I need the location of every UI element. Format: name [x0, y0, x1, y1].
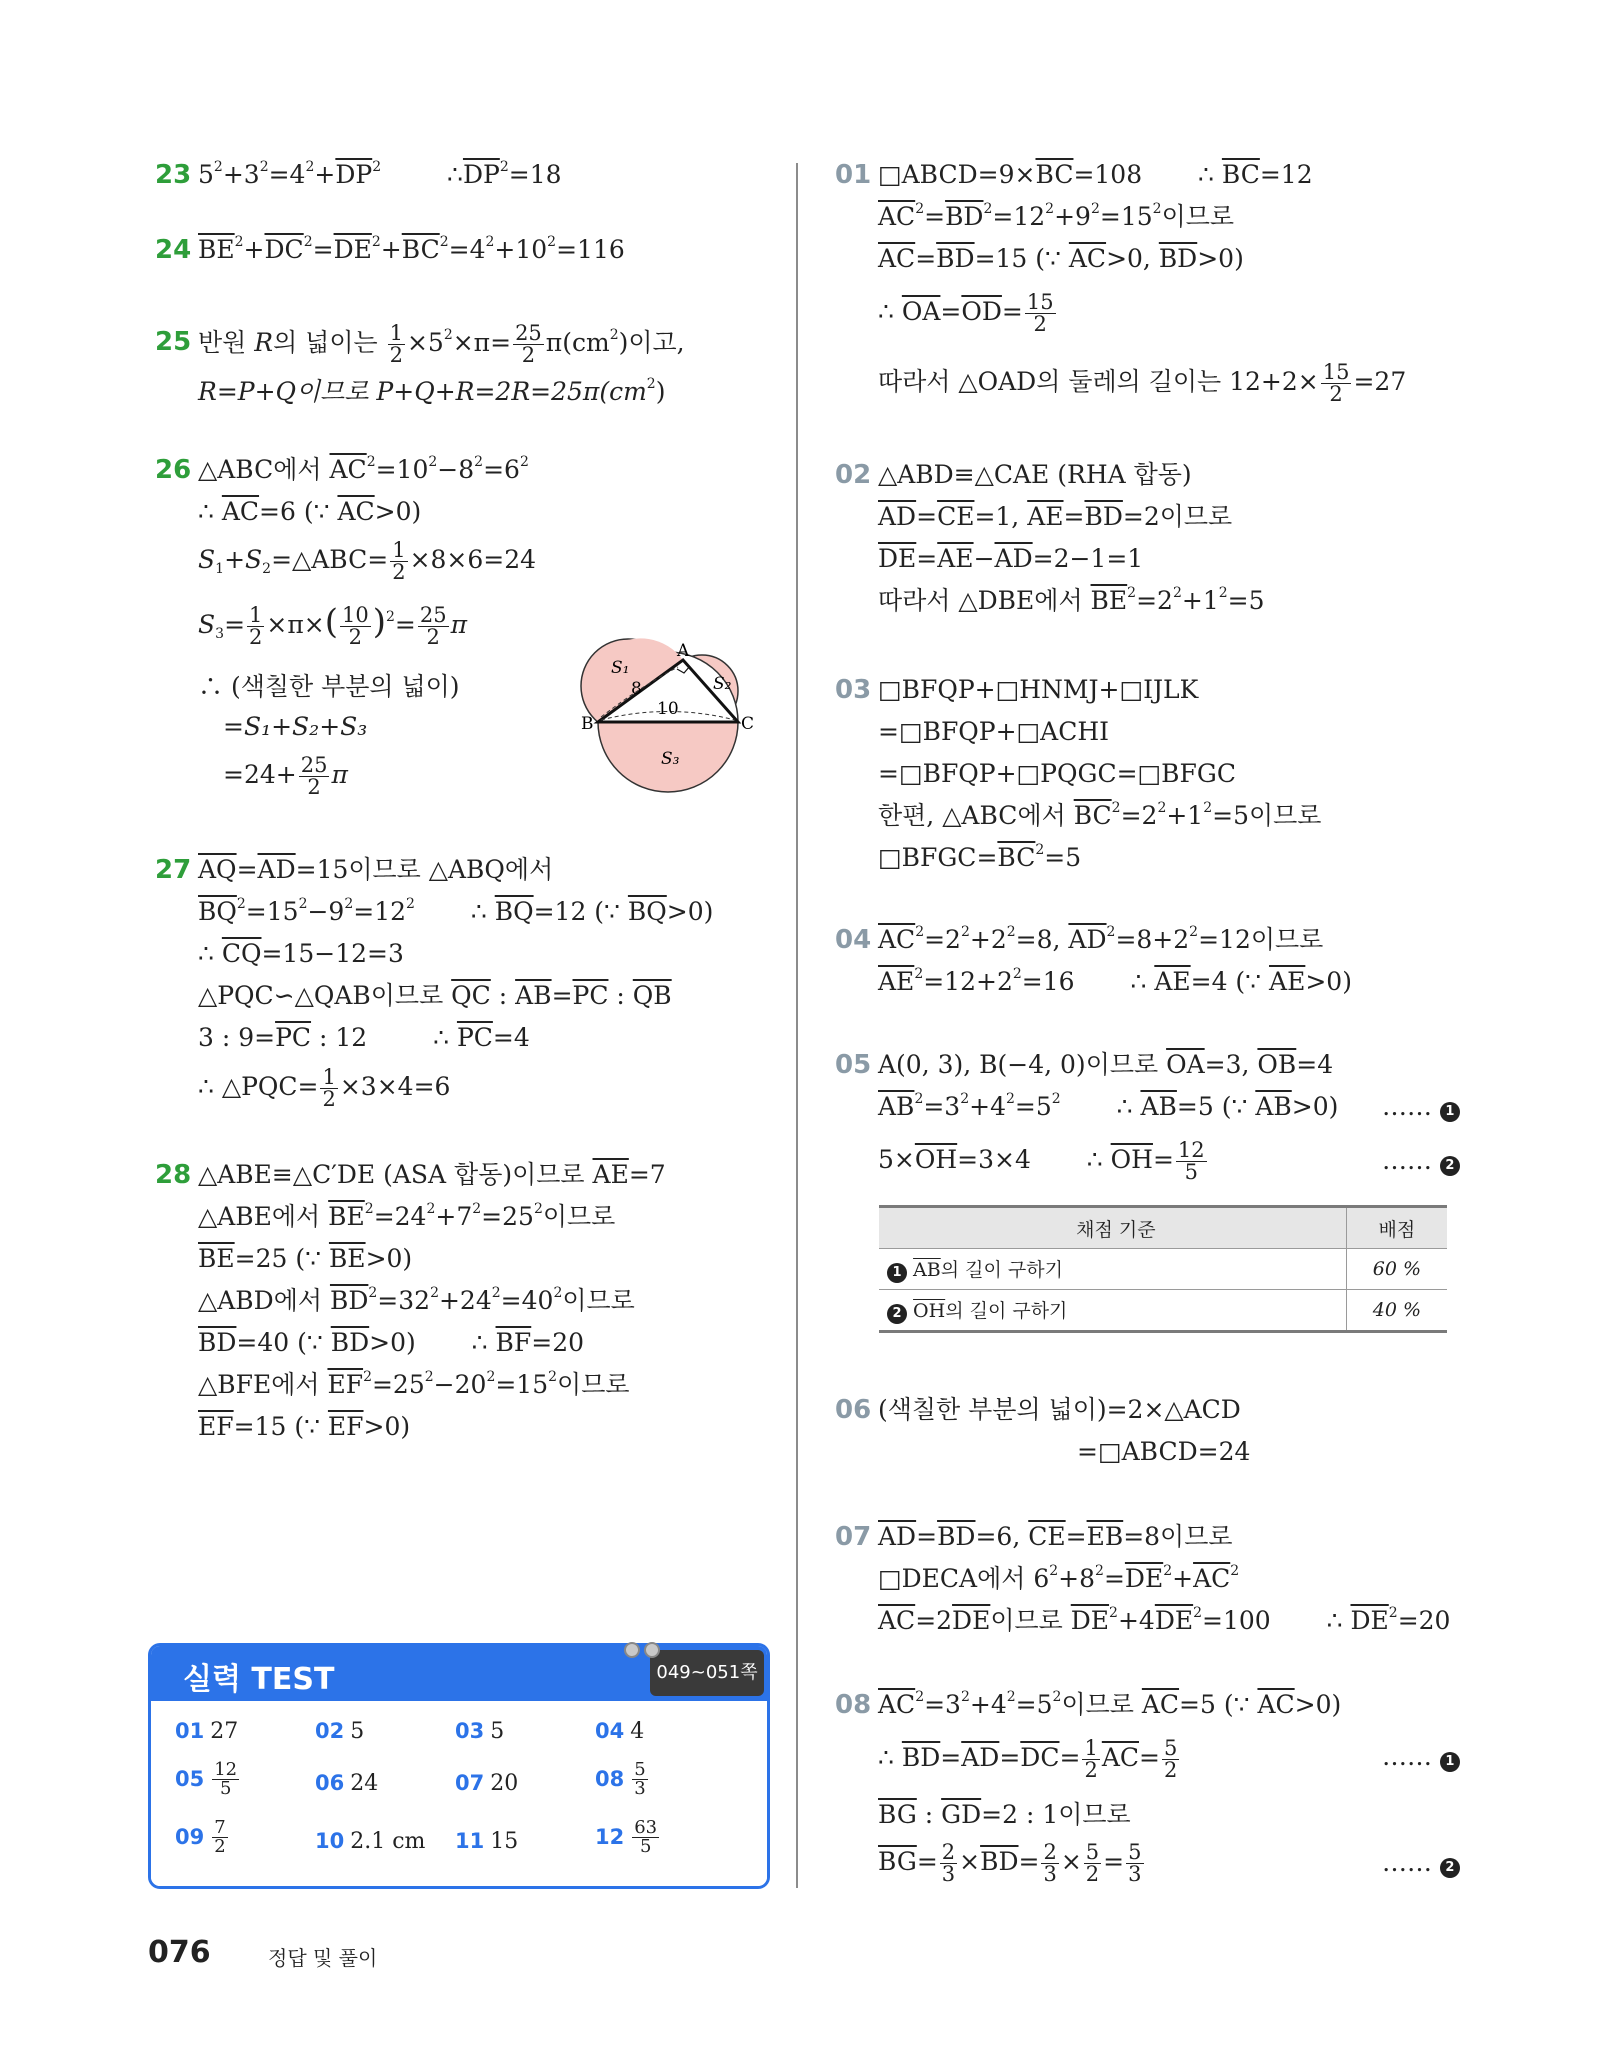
problem-number: 03 [835, 675, 872, 705]
answer-item: 09 $\frac{7}{2}$ [175, 1817, 226, 1857]
solution-line: 3 : $9=\overline{PC}$ : 12 ∴ $\overline{PC}=4$ [198, 1023, 530, 1052]
answer-item: 08 $\frac{5}{3}$ [595, 1759, 646, 1799]
step-marker-2: …… 2 [1382, 1846, 1460, 1880]
solution-line: $5^2+3^2=4^2+\overline{DP}^2$ $\therefore\overline{DP}^2=18$ [198, 159, 562, 189]
label-c: C [741, 714, 755, 734]
solution-line: 따라서 △OAD의 둘레의 길이는 12+2× $\frac{15}{2}$ =27 [878, 360, 1407, 406]
label-8: 8 [631, 679, 642, 699]
solution-line: △PQC∽△QAB이므로 $\overline{QC}$ : $\overline{AB}=\overline{PC}$ : $\overline{QB}$ [198, 981, 672, 1010]
problem-number: 06 [835, 1395, 872, 1425]
label-b: B [581, 714, 594, 734]
solution-line: △ABD≡△CAE (RHA 합동) [878, 460, 1192, 489]
solution-line: $\overline{BD}=40$ (∵ $\overline{BD}>0$) ∴ $\overline{BF}=20$ [198, 1328, 585, 1357]
step-marker-1: …… 1 [1382, 1740, 1460, 1774]
step-marker-2: …… 2 [1382, 1144, 1460, 1178]
clip-icon [624, 1642, 640, 1658]
problem-number: 23 [155, 160, 192, 190]
label-s2: S₂ [713, 674, 732, 694]
solution-line: $\overline{BG}=$ $\frac{2}{3}$ $\times\overline{BD}=$ $\frac{2}{3}$ × $\frac{5}{2}$ = $\frac{5}{3}$ [878, 1840, 1142, 1886]
answer-item: 10 2.1 cm [315, 1829, 426, 1854]
answer-item: 01 27 [175, 1719, 239, 1744]
problem-number: 01 [835, 160, 872, 190]
solution-line: =S₁+S₂+S₃ [223, 712, 368, 741]
solution-line: $\overline{EF}=15$ (∵ $\overline{EF}>0$) [198, 1412, 411, 1441]
solution-line: $\overline{AD}=\overline{BD}=6$, $\overline{CE}=\overline{EB}=8$이므로 [878, 1522, 1233, 1551]
solution-line: $5\times\overline{OH}=3\times 4$ ∴ $\overline{OH}=$ $\frac{12}{5}$ [878, 1138, 1205, 1184]
solution-line: 따라서 △DBE에서 $\overline{BE}^2=2^2+1^2=5$ [878, 585, 1265, 615]
grading-criterion: 2 $\overline{OH}$의 길이 구하기 [879, 1290, 1346, 1332]
solution-line: △ABD에서 $\overline{BD}^2=32^2+24^2=40^2$이므로 [198, 1285, 635, 1315]
problem-number: 26 [155, 455, 192, 485]
label-s3: S₃ [661, 749, 680, 769]
solution-line: =□BFQP+□ACHI [878, 717, 1110, 746]
problem-number: 08 [835, 1690, 872, 1720]
solution-line: ∴ (색칠한 부분의 넓이) [198, 672, 460, 701]
solution-line: $\overline{BG}$ : $\overline{GD}=2$ : 1이므로 [878, 1800, 1131, 1829]
solution-line: 한편, △ABC에서 $\overline{BC}^2=2^2+1^2=5$이므로 [878, 800, 1322, 830]
step-marker-1: …… 1 [1382, 1090, 1460, 1124]
solution-line: □DECA에서 $6^2+8^2=\overline{DE}^2+\overline{AC}^2$ [878, 1563, 1240, 1593]
table-row [879, 1249, 1447, 1290]
label-a: A [677, 641, 690, 661]
grading-table [879, 1205, 1447, 1333]
solution-line: $\overline{AC}^2=3^2+4^2=5^2$이므로 $\overline{AC}=5$ (∵ $\overline{AC}>0$) [878, 1689, 1342, 1719]
solution-line: $□BFGC=\overline{BC}^2=5$ [878, 842, 1082, 872]
problem-number: 07 [835, 1522, 872, 1552]
solution-line: 반원 R의 넓이는 $\frac{1}{2}$ $\times 5^2\times\pi=$ $\frac{25}{2}$ $\pi(cm^2)$이고, [198, 321, 685, 367]
footer-label: 정답 및 풀이 [268, 1946, 378, 1970]
solution-line: $\overline{DE}=\overline{AE}-\overline{AD}=2-1=1$ [878, 544, 1144, 573]
solution-line: $\overline{AC}=\overline{BD}=15$ (∵ $\overline{AC}>0$, $\overline{BD}>0$) [878, 244, 1244, 273]
problem-number: 04 [835, 925, 872, 955]
solution-line: $\overline{AC}^2=2^2+2^2=8$, $\overline{AD}^2=8+2^2=12$이므로 [878, 924, 1324, 954]
solution-line: △ABE≡△C′DE (ASA 합동)이므로 $\overline{AE}=7$ [198, 1160, 666, 1189]
grading-points: 40 % [1346, 1290, 1447, 1332]
answer-item: 06 24 [315, 1771, 379, 1796]
solution-line: $\overline{AD}=\overline{CE}=1$, $\overline{AE}=\overline{BD}=2$이므로 [878, 502, 1233, 531]
answer-item: 03 5 [455, 1719, 505, 1744]
problem-number: 05 [835, 1050, 872, 1080]
problem-number: 24 [155, 235, 192, 265]
solution-line: $\overline{BE}^2+\overline{DC}^2=\overline{DE}^2+\overline{BC}^2=4^2+10^2=116$ [198, 234, 625, 264]
solution-line: △BFE에서 $\overline{EF}^2=25^2-20^2=15^2$이므로 [198, 1369, 630, 1399]
solution-line: =24+ $\frac{25}{2}$ π [223, 753, 348, 799]
skill-test-title: 실력 TEST [183, 1662, 335, 1697]
answer-item: 02 5 [315, 1719, 365, 1744]
problem-number: 28 [155, 1160, 192, 1190]
solution-line: ∴ $\overline{OA}=\overline{OD}=$ $\frac{15}{2}$ [878, 290, 1054, 336]
solution-line: $\overline{AB}^2=3^2+4^2=5^2$ ∴ $\overline{AB}=5$ (∵ $\overline{AB}>0$) [878, 1091, 1339, 1121]
solution-line: $S_3=$ $\frac{1}{2}$ ×π×( $\frac{10}{2}$ )$^2$= $\frac{25}{2}$ π [198, 602, 468, 649]
solution-line: =□ABCD=24 [1077, 1437, 1251, 1466]
answer-item: 12 $\frac{63}{5}$ [595, 1817, 658, 1857]
solution-line: ∴ △PQC= $\frac{1}{2}$ ×3×4=6 [198, 1065, 451, 1111]
page-range-tab: 049~051쪽 [650, 1650, 764, 1696]
solution-line: $\overline{BE}=25$ (∵ $\overline{BE}>0$) [198, 1244, 413, 1273]
answer-item: 07 20 [455, 1771, 519, 1796]
label-s1: S₁ [611, 658, 630, 678]
solution-line: $\overline{BQ}^2=15^2-9^2=12^2$ ∴ $\overline{BQ}=12$ (∵ $\overline{BQ}>0$) [198, 896, 714, 926]
solution-line: $\overline{AE}^2=12+2^2=16$ ∴ $\overline{AE}=4$ (∵ $\overline{AE}>0$) [878, 966, 1352, 996]
page-number: 076 [148, 1935, 211, 1970]
solution-line: ∴ $\overline{AC}=6$ (∵ $\overline{AC}>0$) [198, 497, 422, 526]
solution-line: $\overline{AC}=2\overline{DE}$이므로 $\overline{DE}^2+4\overline{DE}^2=100$ ∴ $\overline{DE}^2=20$ [878, 1605, 1451, 1635]
answer-item: 11 15 [455, 1829, 519, 1854]
answer-item: 04 4 [595, 1719, 645, 1744]
solution-line: =□BFQP+□PQGC=□BFGC [878, 759, 1236, 788]
grading-points: 60 % [1346, 1249, 1447, 1290]
solution-line: $S_1+S_2=\triangle ABC=$ $\frac{1}{2}$ ×8×6=24 [198, 538, 537, 584]
clip-icon [644, 1642, 660, 1658]
solution-line: $□ABCD=9\times\overline{BC}=108$ ∴ $\overline{BC}=12$ [878, 160, 1313, 189]
solution-line: (색칠한 부분의 넓이)=2×△ACD [878, 1395, 1241, 1424]
solution-line: $\overline{AC}^2=\overline{BD}^2=12^2+9^2=15^2$이므로 [878, 201, 1235, 231]
column-divider [796, 163, 798, 1888]
problem-number: 27 [155, 855, 192, 885]
grading-points-header: 배점 [1346, 1207, 1447, 1249]
answer-item: 05 $\frac{12}{5}$ [175, 1759, 238, 1799]
problem-number: 02 [835, 460, 872, 490]
solution-line: △ABC에서 $\overline{AC}^2=10^2-8^2=6^2$ [198, 454, 529, 484]
skill-test-answers [151, 1698, 767, 1889]
label-10: 10 [657, 699, 679, 719]
problem-number: 25 [155, 327, 192, 357]
solution-line: ∴ $\overline{BD}=\overline{AD}=\overline{DC}=$ $\frac{1}{2}$ $\overline{AC}=$ $\frac{5}{2}$ [878, 1736, 1178, 1782]
solution-line: △ABE에서 $\overline{BE}^2=24^2+7^2=25^2$이므로 [198, 1201, 616, 1231]
grading-criterion: 1 $\overline{AB}$의 길이 구하기 [879, 1249, 1346, 1290]
circles-figure [573, 625, 773, 795]
solution-line: $\overline{AQ}=\overline{AD}=15$이므로 △ABQ에서 [198, 855, 554, 884]
table-row [879, 1290, 1447, 1332]
solution-line: □BFQP+□HNMJ+□IJLK [878, 675, 1199, 704]
solution-line: R=P+Q이므로 $P+Q+R=2R=25\pi(cm^2)$ [198, 376, 666, 406]
solution-line: ∴ $\overline{CQ}=15-12=3$ [198, 939, 404, 968]
solution-line: A(0, 3), B(−4, 0)이므로 $\overline{OA}=3$, $\overline{OB}=4$ [878, 1050, 1334, 1079]
grading-criteria-header: 채점 기준 [879, 1207, 1346, 1249]
